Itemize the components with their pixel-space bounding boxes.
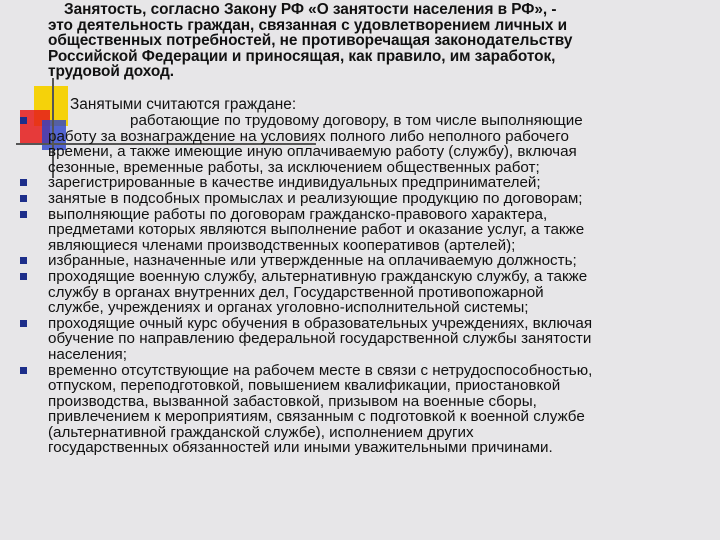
definition-line: Российской Федерации и приносящая, как правило, им заработок, bbox=[48, 47, 556, 65]
item-line: (альтернативной гражданской службе), исполнением других bbox=[48, 423, 474, 441]
list-item bbox=[0, 113, 720, 175]
item-line: временно отсутствующие на рабочем месте в связи с нетрудоспособностью, bbox=[48, 361, 593, 379]
item-line: производства, вызванной забастовкой, призывом на военные сборы, bbox=[48, 392, 537, 410]
square-bullet-icon bbox=[20, 195, 27, 202]
item-line: службу в органах внутренних дел, Государственной противопожарной bbox=[48, 283, 544, 301]
item-line: зарегистрированные в качестве индивидуальных предпринимателей; bbox=[48, 174, 541, 192]
item-line: сезонные, временные работы, за исключением общественных работ; bbox=[48, 158, 540, 176]
square-bullet-icon bbox=[20, 257, 27, 264]
definition-line: общественных потребностей, не противоречащая законодательству bbox=[48, 32, 573, 50]
list-item bbox=[0, 363, 720, 457]
item-line: государственных обязанностей или иными уважительными причинами. bbox=[48, 439, 553, 457]
definition-line: это деятельность граждан, связанная с удовлетворением личных и bbox=[48, 16, 568, 34]
square-bullet-icon bbox=[20, 273, 27, 280]
square-bullet-icon bbox=[20, 211, 27, 218]
item-line: проходящие очный курс обучения в образовательных учреждениях, включая bbox=[48, 314, 593, 332]
list-item bbox=[0, 316, 720, 363]
item-line: работающие по трудовому договору, в том числе выполняющие bbox=[130, 112, 583, 129]
list-item bbox=[0, 207, 720, 254]
item-line: времени, а также имеющие иную оплачиваемую работу (службу), включая bbox=[48, 143, 577, 161]
item-line: отпуском, переподготовкой, повышением квалификации, приостановкой bbox=[48, 377, 561, 395]
definition-line: Занятость, согласно Закону РФ «О занятости населения в РФ», - bbox=[64, 1, 557, 18]
item-line: выполняющие работы по договорам гражданско-правового характера, bbox=[48, 205, 548, 223]
square-bullet-icon bbox=[20, 367, 27, 374]
square-bullet-icon bbox=[20, 117, 27, 124]
list-item bbox=[0, 269, 720, 316]
item-line: являющиеся членами производственных кооперативов (артелей); bbox=[48, 236, 516, 254]
item-line: проходящие военную службу, альтернативную гражданскую службу, а также bbox=[48, 267, 588, 285]
list-item bbox=[0, 175, 720, 191]
definition-line: трудовой доход. bbox=[48, 63, 174, 81]
intro-text: Занятыми считаются граждане: bbox=[70, 96, 297, 113]
list-item bbox=[0, 253, 720, 269]
item-line: работу за вознаграждение на условиях полного либо неполного рабочего bbox=[48, 127, 569, 145]
item-line: занятые в подсобных промыслах и реализующие продукцию по договорам; bbox=[48, 189, 583, 207]
item-line: обучение по направлению федеральной государственной службы занятости bbox=[48, 330, 592, 348]
employed-criteria-list bbox=[0, 113, 720, 456]
square-bullet-icon bbox=[20, 179, 27, 186]
item-line: службе, учреждениях и органах уголовно-исполнительной системы; bbox=[48, 299, 529, 317]
definition-paragraph bbox=[48, 2, 708, 80]
item-line: населения; bbox=[48, 345, 127, 363]
item-line: предметами которых являются выполнение работ и оказание услуг, а также bbox=[48, 221, 585, 239]
list-item bbox=[0, 191, 720, 207]
square-bullet-icon bbox=[20, 320, 27, 327]
item-line: избранные, назначенные или утвержденные на оплачиваемую должность; bbox=[48, 252, 577, 270]
item-line: привлечением к мероприятиям, связанным с подготовкой к военной службе bbox=[48, 408, 585, 426]
